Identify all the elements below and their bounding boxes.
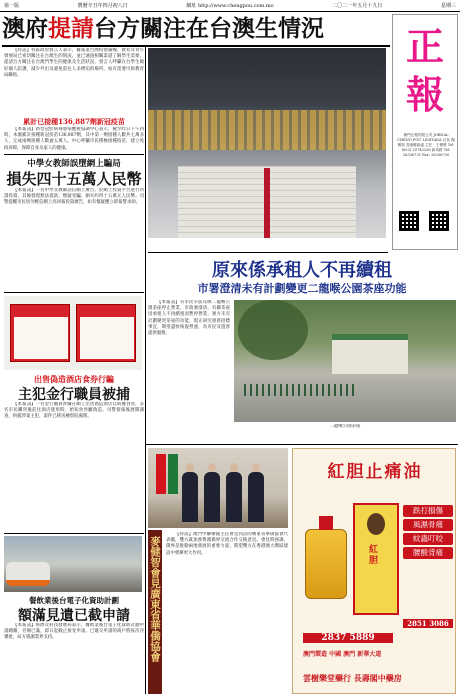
top-bar — [0, 0, 460, 12]
article-teacher-kicker: 中學女教師誤墮網上騙局 — [27, 159, 121, 169]
qr-code-icon[interactable] — [399, 211, 419, 231]
page-number: 第一版 — [4, 3, 20, 9]
article-park-body: 【本報訊】有市民早前反映二龍喉公園茶座停止營業，市政署澄清，有關茶座因承租人不再續租而暫停營業，署方未有計劃變更茶座的功能，現正研究重新招標事宜，期望盡快恢復營運，為市民及遊客提供服務。 — [148, 300, 230, 337]
park-photo-caption: 二龍喉公園茶座 — [329, 424, 361, 429]
website-label: 網址 http://www.chengpou.com.mo — [186, 3, 274, 9]
meeting-photo — [148, 448, 288, 528]
article-meeting-vertical-title[interactable]: 麥健智會見廣東省華僑協會 — [148, 530, 162, 694]
masthead — [392, 14, 458, 250]
article-meeting-body: 【特訊】澳門中聯辦副主任會見到訪的廣東省華僑協會代表團，雙方就加強粵澳僑界交流合作交換意見。會見時強調，僑界是推動兩地發展的重要力量，期望雙方在粵港澳大灣區建設中發揮更大作用。 — [166, 532, 288, 556]
portrait-icon — [367, 513, 385, 535]
ad-phone-1[interactable]: 2851 3086 — [403, 619, 453, 628]
weekday: 星期三 — [440, 3, 456, 9]
oil-bottle-icon — [305, 529, 347, 599]
qr-code-icon[interactable] — [429, 211, 449, 231]
pain-relief-oil-advertisement[interactable] — [292, 448, 456, 694]
ad-manufacturer: 澳門製造 中國 澳門 新華大道 — [303, 651, 382, 658]
article-teacher-body-continued — [148, 240, 386, 246]
vaccination-hall-photo — [148, 48, 386, 238]
product-box: 紅胆 — [353, 503, 399, 615]
article-park-subtitle: 市署澄清未有計劃變更二龍喉公園茶座功能 — [197, 282, 407, 295]
article-park-title[interactable]: 原來係承租人不再續租 — [212, 260, 392, 281]
article-coupon-body: 【本報訊】一名金行職員涉嫌在網上出售偽造酒店自助餐食券，多名市民購買後前往酒店使用時，始知食券屬偽造。司警接報後展開調查，拘捕涉案主犯，案件已移送檢察院處理。 — [4, 402, 144, 420]
newspaper-logo: 正報 — [405, 24, 444, 117]
article-coupon-title[interactable]: 主犯金行職員被捕 — [18, 387, 130, 403]
website-link[interactable]: http://www.chengpou.com.mo — [197, 3, 274, 9]
ad-retailers: 雲樹樂堂藥行 長壽閣中藥房 — [303, 673, 402, 683]
article-teacher-title[interactable]: 損失四十五萬人民幣 — [6, 170, 142, 188]
ad-benefits-list: 跌打損傷 風濕骨痛 蚊蟲叮咬 腰酸背痛 — [403, 505, 453, 561]
issue-date: 二〇二一年五月十九日 — [332, 3, 383, 9]
article-catering-title[interactable]: 額滿見遺已截申請 — [18, 608, 130, 624]
article-teacher-body: 【本報訊】一名中學女教師誤信網上廣告，於網上投資平台進行所謂投資，其後發現無法提款，懷疑受騙，損失約四十五萬元人民幣。司警提醒市民切勿輕信網上高回報投資廣告，如有懷疑應立即報警求助。 — [4, 188, 144, 206]
ad-title: 紅胆止痛油 — [327, 462, 423, 482]
fake-coupon-photo — [4, 296, 142, 370]
street-scene-photo — [4, 536, 142, 592]
article-catering-body: 【本報訊】經濟及科技發展局表示，餐飲業後台電子化資助計劃申請踴躍，名額已滿，即日起截止接受申請。已遞交申請的商戶將按次序審批，局方感謝業界支持。 — [4, 623, 144, 641]
park-teahouse-photo — [234, 300, 456, 422]
article-vaccine-body: 【本報訊】新型冠狀病毒感染應變協調中心表示，截至昨日下午四時，本澳累計接種新冠疫苗136,887劑，其中第一劑接種人數共七萬多人，完成兩劑接種人數逾五萬人。中心呼籲市民積極接種疫苗，建立免疫屏障，保障自身及家人的健康。 — [4, 127, 144, 151]
masthead-info: 澳門正報有限公司 JORNAL CHENG POU LIMITADA 社長 楊鳳枝 香港聯絡處 主任：王俊鳴 Tel: (852) 25743336 新馬路 Tel: 28336731 Fax: 28336700 — [397, 133, 455, 157]
main-headline[interactable]: 澳府提請台方關注在台澳生情況 — [2, 16, 324, 42]
article-vaccine-subtitle: 累計已接種136,887劑新冠疫苗 — [23, 117, 125, 126]
lunar-date: 農曆辛丑年四月初八日 — [77, 3, 128, 9]
article-coupon-kicker: 出售偽造酒店食券行騙 — [34, 374, 114, 384]
article-taiwan-students-body: 【特訊】特區政府發言人表示，據報道台灣疫情嚴峻，教育及青年發展局已密切關注在台澳生的情況，並已通過相關渠道了解學生需要，提請台方關注在台澳門學生的健康及生活狀況。發言人呼籲在台學生做好個人防護，減少外出及避免前往人多擠迫的場所，如有需要可與教青局聯絡。 — [4, 48, 144, 78]
article-catering-kicker: 餐飲業後台電子化資助計劃 — [29, 596, 119, 605]
ad-phone-2[interactable]: 2837 5889 — [303, 633, 393, 643]
